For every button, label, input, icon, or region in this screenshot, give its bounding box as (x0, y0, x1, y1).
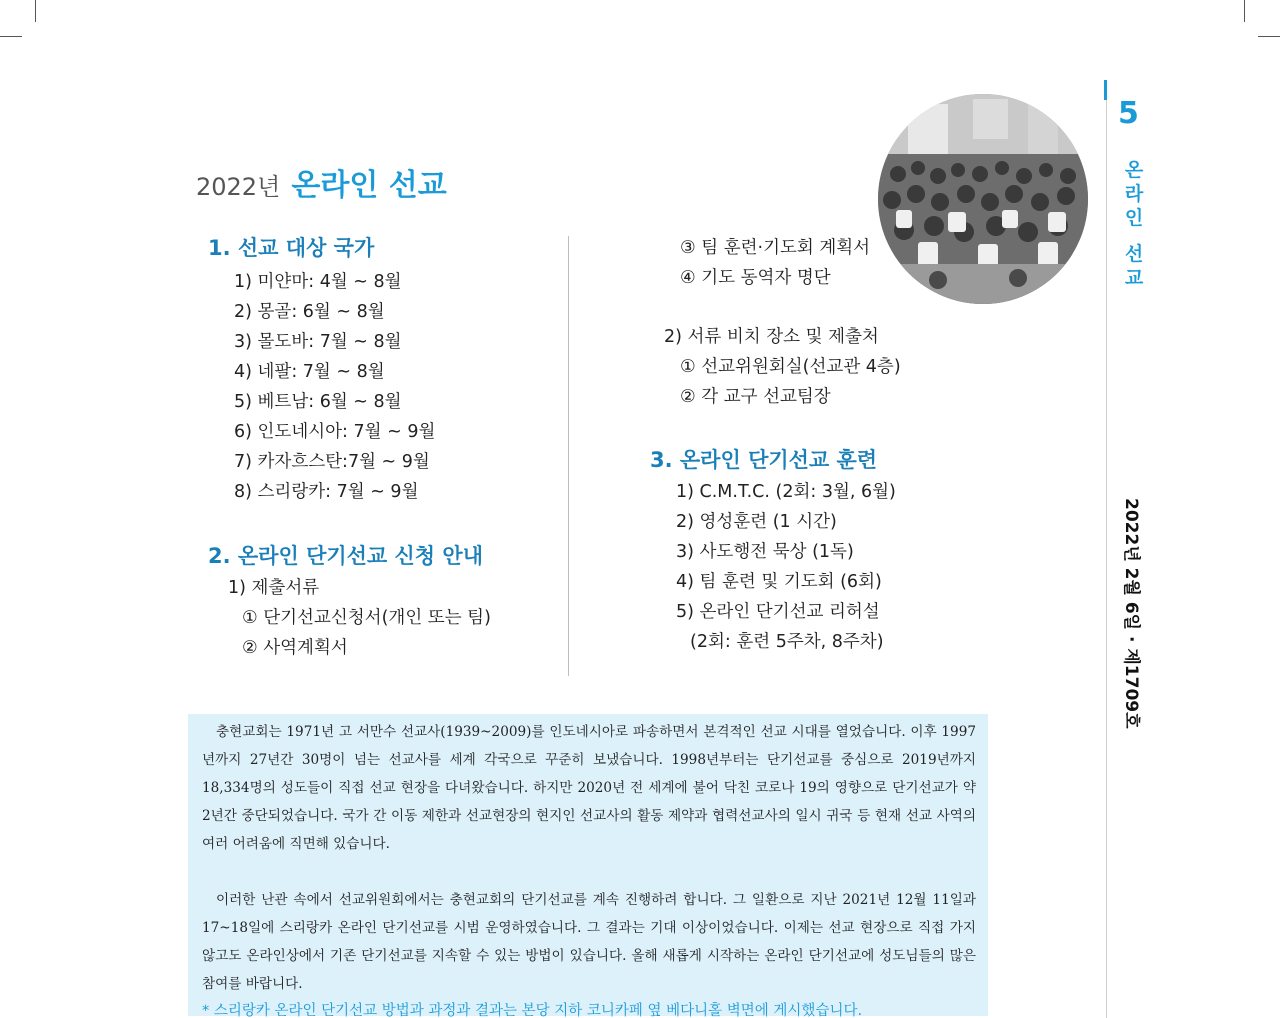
country-item: 4) 네팔: 7월 ~ 8월 (234, 362, 385, 382)
country-item: 3) 몰도바: 7월 ~ 8월 (234, 332, 402, 352)
issue-date: 2022년 2월 6일 · 제1709호 (1121, 498, 1141, 729)
section-title-gap (1122, 230, 1146, 242)
country-item: 8) 스리랑카: 7월 ~ 9월 (234, 482, 419, 502)
intro-paragraph: 충현교회는 1971년 고 서만수 선교사(1939~2009)를 인도네시아로 파송하면서 본격적인 선교 시대를 열었습니다. 이후 1997년까지 27년간 30명이 넘는 선교사를 세계 각국으로 꾸준히 보냈습니다. 1998년부터는 단기선교를 중심으로 2019년까지 18,334명의 성도들이 직접 선교 현장을 다녀왔습니다. 하지만 2020년 전 세계에 불어 닥친 코로나 19의 영향으로 단기선교가 약 2년간 중단되었습니다. 국가 간 이동 제한과 선교현장의 현지인 선교사의 활동 제약과 협력선교사의 일시 귀국 등 현재 선교 사역의 여러 어려움에 직면해 있습니다. (202, 724, 976, 852)
country-item: 1) 미얀마: 4월 ~ 8월 (234, 272, 402, 292)
training-item: 4) 팀 훈련 및 기도회 (6회) (676, 572, 882, 592)
title-year: 2022년 (196, 173, 281, 201)
section-title-char: 교 (1124, 267, 1144, 289)
document-list-label: 1) 제출서류 (228, 578, 320, 598)
column-divider (568, 236, 569, 676)
training-item: 5) 온라인 단기선교 리허설 (676, 602, 880, 622)
section1-heading: 1. 선교 대상 국가 (208, 236, 375, 260)
training-item: 3) 사도행전 묵상 (1독) (676, 542, 854, 562)
submission-item: ① 선교위원회실(선교관 4층) (680, 357, 901, 377)
crop-mark (0, 36, 22, 37)
submission-item: ② 각 교구 선교팀장 (680, 387, 831, 407)
document-item: ④ 기도 동역자 명단 (680, 268, 831, 288)
title-main: 온라인 선교 (291, 168, 447, 203)
country-item: 7) 카자흐스탄:7월 ~ 9월 (234, 452, 430, 472)
side-accent (1104, 80, 1107, 100)
country-item: 6) 인도네시아: 7월 ~ 9월 (234, 422, 436, 442)
section-title-vertical (1122, 158, 1146, 290)
country-item: 2) 몽골: 6월 ~ 8월 (234, 302, 385, 322)
document-item: ① 단기선교신청서(개인 또는 팀) (242, 608, 491, 628)
section-title-char: 온 (1124, 159, 1144, 181)
exhibit-note: * 스리랑카 온라인 단기선교 방법과 과정과 결과는 본당 지하 코니카페 옆 베다니홀 벽면에 게시했습니다. (202, 1003, 863, 1018)
crop-mark (35, 0, 36, 22)
submission-label: 2) 서류 비치 장소 및 제출처 (664, 327, 879, 347)
info-box (188, 714, 988, 1016)
country-item: 5) 베트남: 6월 ~ 8월 (234, 392, 402, 412)
document-item: ② 사역계획서 (242, 638, 348, 658)
crop-mark (1258, 36, 1280, 37)
section-title-char: 선 (1124, 243, 1144, 265)
training-item: 1) C.M.T.C. (2회: 3월, 6월) (676, 482, 896, 502)
document-item: ③ 팀 훈련·기도회 계획서 (680, 238, 871, 258)
training-item-detail: (2회: 훈련 5주차, 8주차) (690, 632, 884, 652)
section-title-char: 인 (1124, 207, 1144, 229)
plan-paragraph: 이러한 난관 속에서 선교위원회에서는 충현교회의 단기선교를 계속 진행하려 합니다. 그 일환으로 지난 2021년 12월 11일과 17~18일에 스리랑카 온라인 단기선교를 시범 운영하였습니다. 그 결과는 기대 이상이었습니다. 이제는 선교 현장으로 직접 가지 않고도 온라인상에서 기존 단기선교를 지속할 수 있는 방법이 있습니다. 올해 새롭게 시작하는 온라인 단기선교에 성도님들의 많은 참여를 바랍니다. (202, 892, 976, 992)
section-title-char: 라 (1124, 183, 1144, 205)
page-title (196, 160, 447, 204)
section2-heading: 2. 온라인 단기선교 신청 안내 (208, 544, 483, 568)
page-number: 5 (1118, 96, 1139, 131)
section3-heading: 3. 온라인 단기선교 훈련 (650, 448, 878, 472)
crop-mark (1244, 0, 1245, 22)
mission-photo (878, 94, 1088, 304)
training-item: 2) 영성훈련 (1 시간) (676, 512, 837, 532)
side-rule (1106, 80, 1107, 1018)
